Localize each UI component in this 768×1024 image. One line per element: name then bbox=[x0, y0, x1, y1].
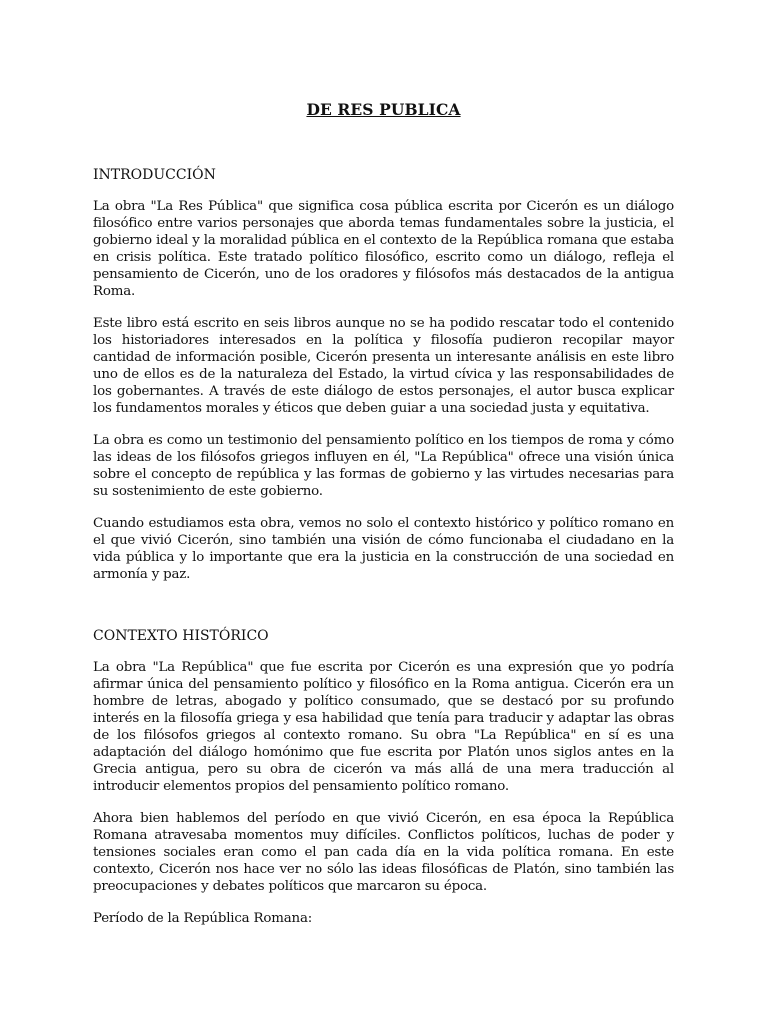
paragraph: La obra "La República" que fue escrita por Cicerón es una expresión que yo podría afirmar única del pensamiento político y filosófico en la Roma antigua. Cicerón era un hombre de letras, abogado y político consumado, que se destacó por su profundo interés en la filosofía griega y esa habilidad que tenía para traducir y adaptar las obras de los filósofos griegos al contexto romano. Su obra "La República" en sí es una adaptación del diálogo homónimo que fue escrita por Platón unos siglos antes en la Grecia antigua, pero su obra de cicerón va más allá de una mera traducción al introducir elementos propios del pensamiento político romano. bbox=[93, 660, 674, 794]
paragraph: Este libro está escrito en seis libros aunque no se ha podido rescatar todo el contenido los historiadores interesados en la política y filosofía pudieron recopilar mayor cantidad de información posible, Cicerón presenta un interesante análisis en este libro uno de ellos es de la naturaleza del Estado, la virtud cívica y las responsabilidades de los gobernantes. A través de este diálogo de estos personajes, el autor busca explicar los fundamentos morales y éticos que deben guiar a una sociedad justa y equitativa. bbox=[93, 316, 674, 416]
document-body bbox=[93, 100, 674, 942]
paragraph: Ahora bien hablemos del período en que vivió Cicerón, en esa época la República Romana atravesaba momentos muy difíciles. Conflictos políticos, luchas de poder y tensiones sociales eran como el pan cada día en la vida política romana. En este contexto, Cicerón nos hace ver no sólo las ideas filosóficas de Platón, sino también las preocupaciones y debates políticos que marcaron su época. bbox=[93, 811, 674, 894]
paragraph: La obra es como un testimonio del pensamiento político en los tiempos de roma y cómo las ideas de los filósofos griegos influyen en él, "La República" ofrece una visión única sobre el concepto de república y las formas de gobierno y las virtudes necesarias para su sostenimiento de este gobierno. bbox=[93, 433, 674, 499]
section-heading: CONTEXTO HISTÓRICO bbox=[93, 628, 269, 644]
section-introduccion bbox=[93, 167, 674, 583]
document-title: DE RES PUBLICA bbox=[306, 100, 461, 119]
section-spacer bbox=[93, 598, 674, 628]
paragraph: Cuando estudiamos esta obra, vemos no solo el contexto histórico y político romano en el que vivió Cicerón, sino también una visión de cómo funcionaba el ciudadano en la vida pública y lo importante que era la justicia en la construcción de una sociedad en armonía y paz. bbox=[93, 516, 674, 582]
section-contexto-historico bbox=[93, 628, 674, 927]
paragraph: Período de la República Romana: bbox=[93, 911, 313, 926]
paragraph: La obra "La Res Pública" que significa cosa pública escrita por Cicerón es un diálogo filosófico entre varios personajes que aborda temas fundamentales sobre la justicia, el gobierno ideal y la moralidad pública en el contexto de la República romana que estaba en crisis política. Este tratado político filosófico, escrito como un diálogo, refleja el pensamiento de Cicerón, uno de los oradores y filósofos más destacados de la antigua Roma. bbox=[93, 199, 674, 299]
section-heading: INTRODUCCIÓN bbox=[93, 167, 216, 183]
